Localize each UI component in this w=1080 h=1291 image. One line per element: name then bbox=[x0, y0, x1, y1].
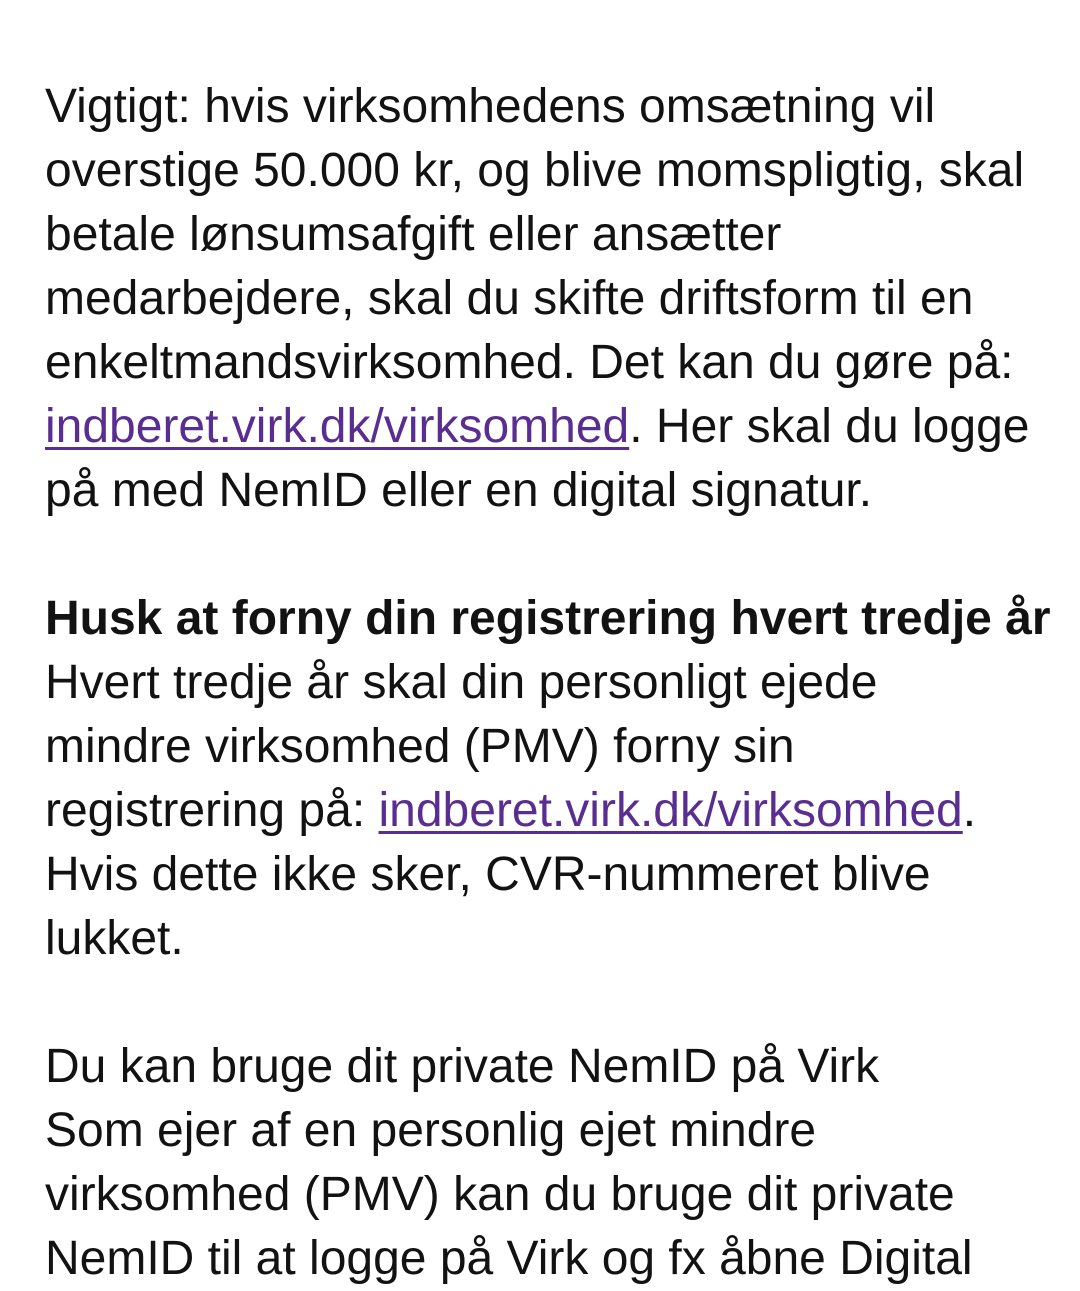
text-run: Vigtigt: hvis virksomhedens omsætning vil bbox=[45, 80, 936, 133]
text-line bbox=[45, 587, 1051, 651]
text-line bbox=[45, 715, 1040, 779]
link-indberet-virk-1[interactable]: indberet.virk.dk/virksomhed bbox=[45, 400, 630, 453]
text-run: Som ejer af en personlig ejet mindre bbox=[45, 1104, 817, 1157]
text-run: enkeltmandsvirksomhed. Det kan du gøre på: bbox=[45, 336, 1014, 389]
text-line bbox=[45, 139, 1040, 203]
text-line bbox=[45, 1163, 1040, 1227]
paragraph-privat-nemid bbox=[45, 1035, 1040, 1291]
text-run: medarbejdere, skal du skifte driftsform til en bbox=[45, 272, 974, 325]
text-run: Husk at forny din registrering hvert tredje år bbox=[45, 592, 1051, 645]
text-run: overstige 50.000 kr, og blive momspligtig, skal bbox=[45, 144, 1025, 197]
text-line bbox=[45, 395, 1040, 459]
text-run: . bbox=[962, 784, 977, 837]
text-run: registrering på: bbox=[45, 784, 379, 837]
text-line bbox=[45, 459, 1040, 523]
text-run: betale lønsumsafgift eller ansætter bbox=[45, 208, 782, 261]
text-line bbox=[45, 907, 1040, 971]
text-run: mindre virksomhed (PMV) forny sin bbox=[45, 720, 795, 773]
text-run: Du kan bruge dit private NemID på Virk bbox=[45, 1040, 880, 1093]
text-run: på med NemID eller en digital signatur. bbox=[45, 464, 873, 517]
text-run: . Her skal du logge bbox=[629, 400, 1030, 453]
text-line bbox=[45, 1227, 1040, 1291]
text-line bbox=[45, 843, 1040, 907]
text-line bbox=[45, 203, 1040, 267]
heading-husk-at-forny bbox=[45, 587, 1051, 651]
text-run: virksomhed (PMV) kan du bruge dit private bbox=[45, 1168, 955, 1221]
text-run: lukket. bbox=[45, 912, 184, 965]
text-run: Hvis dette ikke sker, CVR-nummeret blive bbox=[45, 848, 931, 901]
text-line bbox=[45, 1035, 1040, 1099]
text-line bbox=[45, 1099, 1040, 1163]
link-indberet-virk-2[interactable]: indberet.virk.dk/virksomhed bbox=[378, 784, 963, 837]
text-run: NemID til at logge på Virk og fx åbne Digital bbox=[45, 1232, 973, 1285]
text-line bbox=[45, 779, 1040, 843]
text-line bbox=[45, 331, 1040, 395]
text-line bbox=[45, 75, 1040, 139]
text-run: Hvert tredje år skal din personligt ejede bbox=[45, 656, 878, 709]
paragraph-vigtigt bbox=[45, 75, 1040, 523]
text-line bbox=[45, 651, 1040, 715]
text-line bbox=[45, 267, 1040, 331]
paragraph-forny-registrering bbox=[45, 651, 1040, 971]
